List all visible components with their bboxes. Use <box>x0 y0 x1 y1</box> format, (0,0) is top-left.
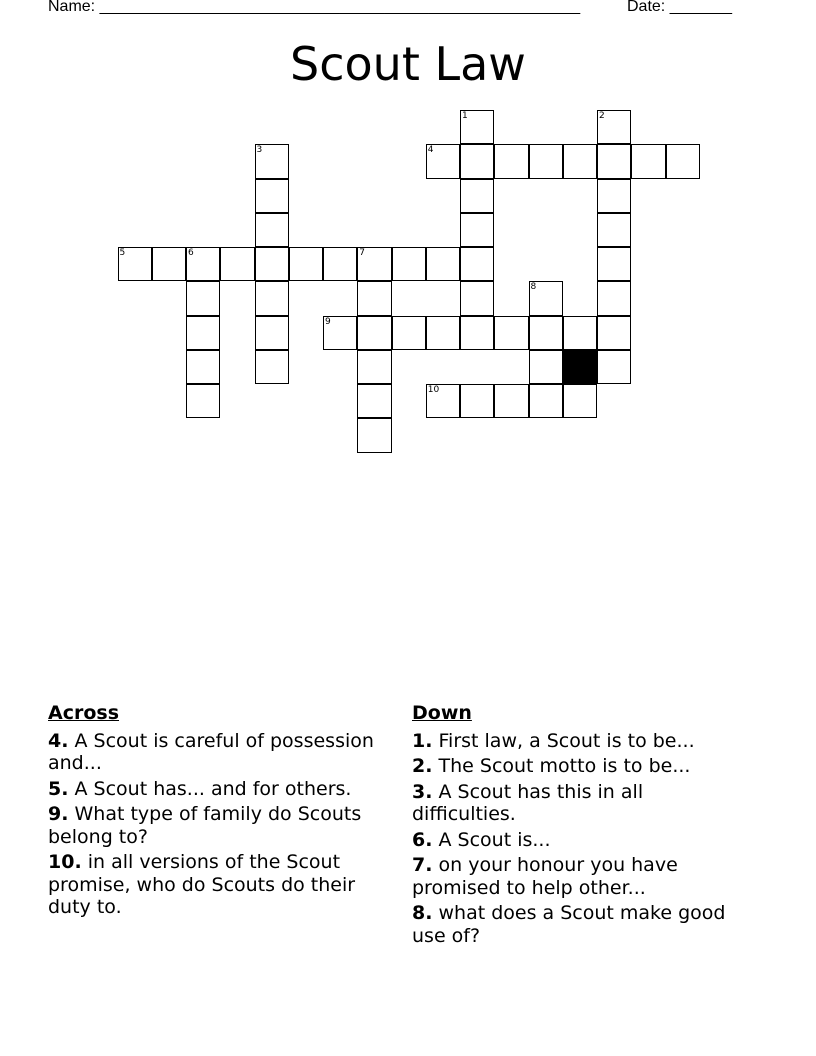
clue-num: 8. <box>412 902 433 924</box>
clue-num: 2. <box>412 755 433 777</box>
grid-cell[interactable] <box>186 281 220 315</box>
down-clue <box>412 902 752 947</box>
clue-text: First law, a Scout is to be... <box>438 729 695 752</box>
date-field-label: Date: _______ <box>627 0 732 15</box>
grid-cell[interactable] <box>255 316 289 350</box>
grid-cell[interactable] <box>563 144 597 178</box>
across-clue-list <box>48 730 393 919</box>
down-clue <box>412 854 752 899</box>
down-clue <box>412 829 752 852</box>
grid-cell[interactable] <box>494 144 528 178</box>
clue-number: 2 <box>599 111 605 121</box>
clue-text: what does a Scout make good use of? <box>412 902 726 947</box>
clue-number: 5 <box>119 248 126 258</box>
grid-cell[interactable] <box>597 144 631 178</box>
grid-cell[interactable] <box>357 350 391 384</box>
clue-number: 9 <box>325 316 331 327</box>
grid-cell[interactable] <box>357 418 391 452</box>
grid-cell[interactable] <box>494 316 528 350</box>
grid-cell[interactable] <box>460 247 494 281</box>
grid-cell[interactable] <box>460 144 494 178</box>
clue-num: 3. <box>412 780 433 803</box>
grid-cell[interactable] <box>186 316 220 350</box>
across-clue <box>48 851 393 919</box>
clue-number: 1 <box>462 111 468 121</box>
grid-cell[interactable] <box>529 281 563 315</box>
grid-cell[interactable] <box>186 247 220 281</box>
grid-cell[interactable] <box>392 247 426 281</box>
grid-cell[interactable] <box>597 247 631 281</box>
grid-cell[interactable] <box>460 179 494 213</box>
grid-cell[interactable] <box>186 384 220 418</box>
grid-cell[interactable] <box>255 247 289 281</box>
clue-number: 8 <box>530 282 537 293</box>
grid-cell[interactable] <box>597 110 631 144</box>
grid-cell[interactable] <box>186 350 220 384</box>
grid-cell[interactable] <box>255 281 289 315</box>
clue-number: 3 <box>256 145 263 156</box>
name-field-label: Name: ______________________________________________________ <box>48 0 581 15</box>
across-clue <box>48 730 393 775</box>
grid-cell[interactable] <box>255 213 289 247</box>
grid-cell[interactable] <box>220 247 254 281</box>
across-clues <box>48 702 393 922</box>
clue-number: 4 <box>427 145 434 156</box>
crossword-grid <box>0 0 816 470</box>
grid-cell[interactable] <box>460 281 494 315</box>
grid-cell[interactable] <box>323 316 357 350</box>
clue-number: 10 <box>427 385 440 395</box>
grid-cell[interactable] <box>357 384 391 418</box>
clue-text: in all versions of the Scout promise, who do Scouts do their duty to. <box>48 851 356 918</box>
down-clue-list <box>412 730 752 948</box>
grid-cell[interactable] <box>255 179 289 213</box>
grid-cell[interactable] <box>357 247 391 281</box>
grid-cell[interactable] <box>255 144 289 178</box>
clue-num: 5. <box>48 777 69 800</box>
grid-cell[interactable] <box>666 144 700 178</box>
grid-cell[interactable] <box>460 384 494 418</box>
black-cell <box>563 350 597 384</box>
grid-cell[interactable] <box>152 247 186 281</box>
grid-cell[interactable] <box>460 213 494 247</box>
grid-cell[interactable] <box>494 384 528 418</box>
down-clue <box>412 781 752 826</box>
clue-text: A Scout is careful of possession and... <box>48 729 374 774</box>
page-title: Scout Law <box>290 37 526 91</box>
grid-cell[interactable] <box>563 316 597 350</box>
grid-cell[interactable] <box>426 247 460 281</box>
grid-cell[interactable] <box>426 384 460 418</box>
grid-cell[interactable] <box>529 350 563 384</box>
clue-num: 4. <box>48 729 69 752</box>
grid-cell[interactable] <box>460 110 494 144</box>
grid-cell[interactable] <box>289 247 323 281</box>
grid-cell[interactable] <box>118 247 152 281</box>
clue-text: on your honour you have promised to help other... <box>412 854 678 899</box>
grid-cell[interactable] <box>631 144 665 178</box>
grid-cell[interactable] <box>529 316 563 350</box>
grid-cell[interactable] <box>426 316 460 350</box>
down-clue <box>412 755 752 778</box>
clue-number: 6 <box>188 248 194 258</box>
grid-cell[interactable] <box>357 316 391 350</box>
grid-cell[interactable] <box>357 281 391 315</box>
clue-text: A Scout has... and for others. <box>74 777 352 800</box>
grid-cell[interactable] <box>597 179 631 213</box>
grid-cell[interactable] <box>529 144 563 178</box>
down-clues <box>412 702 752 950</box>
grid-cell[interactable] <box>392 316 426 350</box>
grid-cell[interactable] <box>597 213 631 247</box>
clue-num: 9. <box>48 803 69 825</box>
grid-cell[interactable] <box>597 316 631 350</box>
grid-cell[interactable] <box>563 384 597 418</box>
across-clue <box>48 778 393 801</box>
down-clue <box>412 730 752 753</box>
grid-cell[interactable] <box>597 350 631 384</box>
clue-text: The Scout motto is to be... <box>438 755 691 777</box>
grid-cell[interactable] <box>323 247 357 281</box>
grid-cell[interactable] <box>597 281 631 315</box>
down-heading: Down <box>412 702 472 724</box>
grid-cell[interactable] <box>529 384 563 418</box>
clue-num: 10. <box>48 851 82 873</box>
clue-num: 1. <box>412 729 433 752</box>
grid-cell[interactable] <box>426 144 460 178</box>
across-clue <box>48 803 393 848</box>
clue-num: 7. <box>412 854 433 876</box>
clue-text: What type of family do Scouts belong to? <box>48 803 362 848</box>
across-heading: Across <box>48 702 120 724</box>
grid-cell[interactable] <box>460 316 494 350</box>
clue-text: A Scout has this in all difficulties. <box>412 780 644 825</box>
clue-text: A Scout is... <box>438 828 551 851</box>
clue-number: 7 <box>359 248 365 258</box>
clue-num: 6. <box>412 828 433 851</box>
grid-cell[interactable] <box>255 350 289 384</box>
